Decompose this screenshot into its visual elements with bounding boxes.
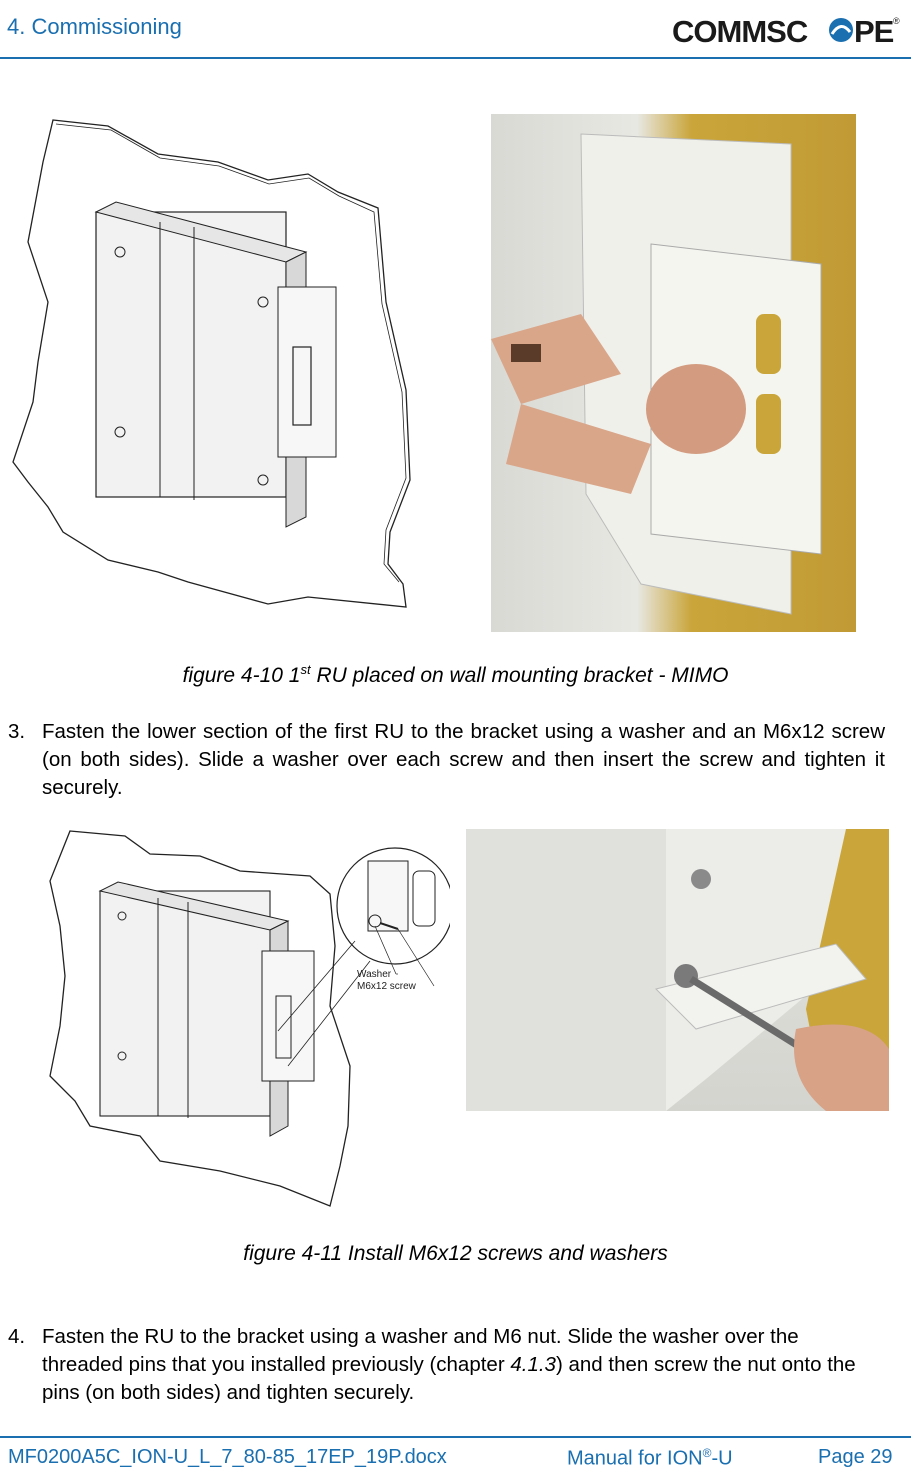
screw-install-drawing [30,826,450,1211]
footer-page-number: Page 29 [818,1446,893,1468]
step-number: 4. [8,1325,26,1348]
step-number: 3. [8,720,26,743]
washer-callout: Washer [357,969,392,980]
figure-4-11-caption: figure 4-11 Install M6x12 screws and washers [243,1242,668,1265]
step-4 [8,1323,885,1407]
svg-text:®: ® [893,16,900,26]
commscope-logo [672,12,902,48]
ru-bracket-photo [491,114,856,632]
footer-manual-title: Manual for ION®-U [567,1446,733,1470]
footer-doc-name: MF0200A5C_ION-U_L_7_80-85_17EP_19P.docx [8,1446,447,1468]
header-rule [0,57,911,59]
svg-text:PE: PE [854,14,894,48]
screw-install-photo [466,829,889,1111]
step-3 [8,718,885,802]
chapter-reference: 4.1.3 [510,1353,556,1376]
figure-4-10-caption: figure 4-10 1st RU placed on wall mounting bracket - MIMO [182,662,729,687]
screw-callout: M6x12 screw [357,981,416,992]
step-text: Fasten the RU to the bracket using a washer and M6 nut. Slide the washer over the threaded pins that you installed previously (chapter 4.1.3) and then screw the nut onto the pins (on both sides) and tighten securely. [42,1325,856,1404]
ru-bracket-drawing [8,112,418,610]
section-title: 4. Commissioning [7,14,182,39]
step-text: Fasten the lower section of the first RU to the bracket using a washer and an M6x12 screw (on both sides). Slide a washer over each screw and then insert the screw and tighten it securely. [42,720,885,799]
svg-text:COMMSC: COMMSC [672,14,808,48]
footer-rule [0,1436,911,1438]
